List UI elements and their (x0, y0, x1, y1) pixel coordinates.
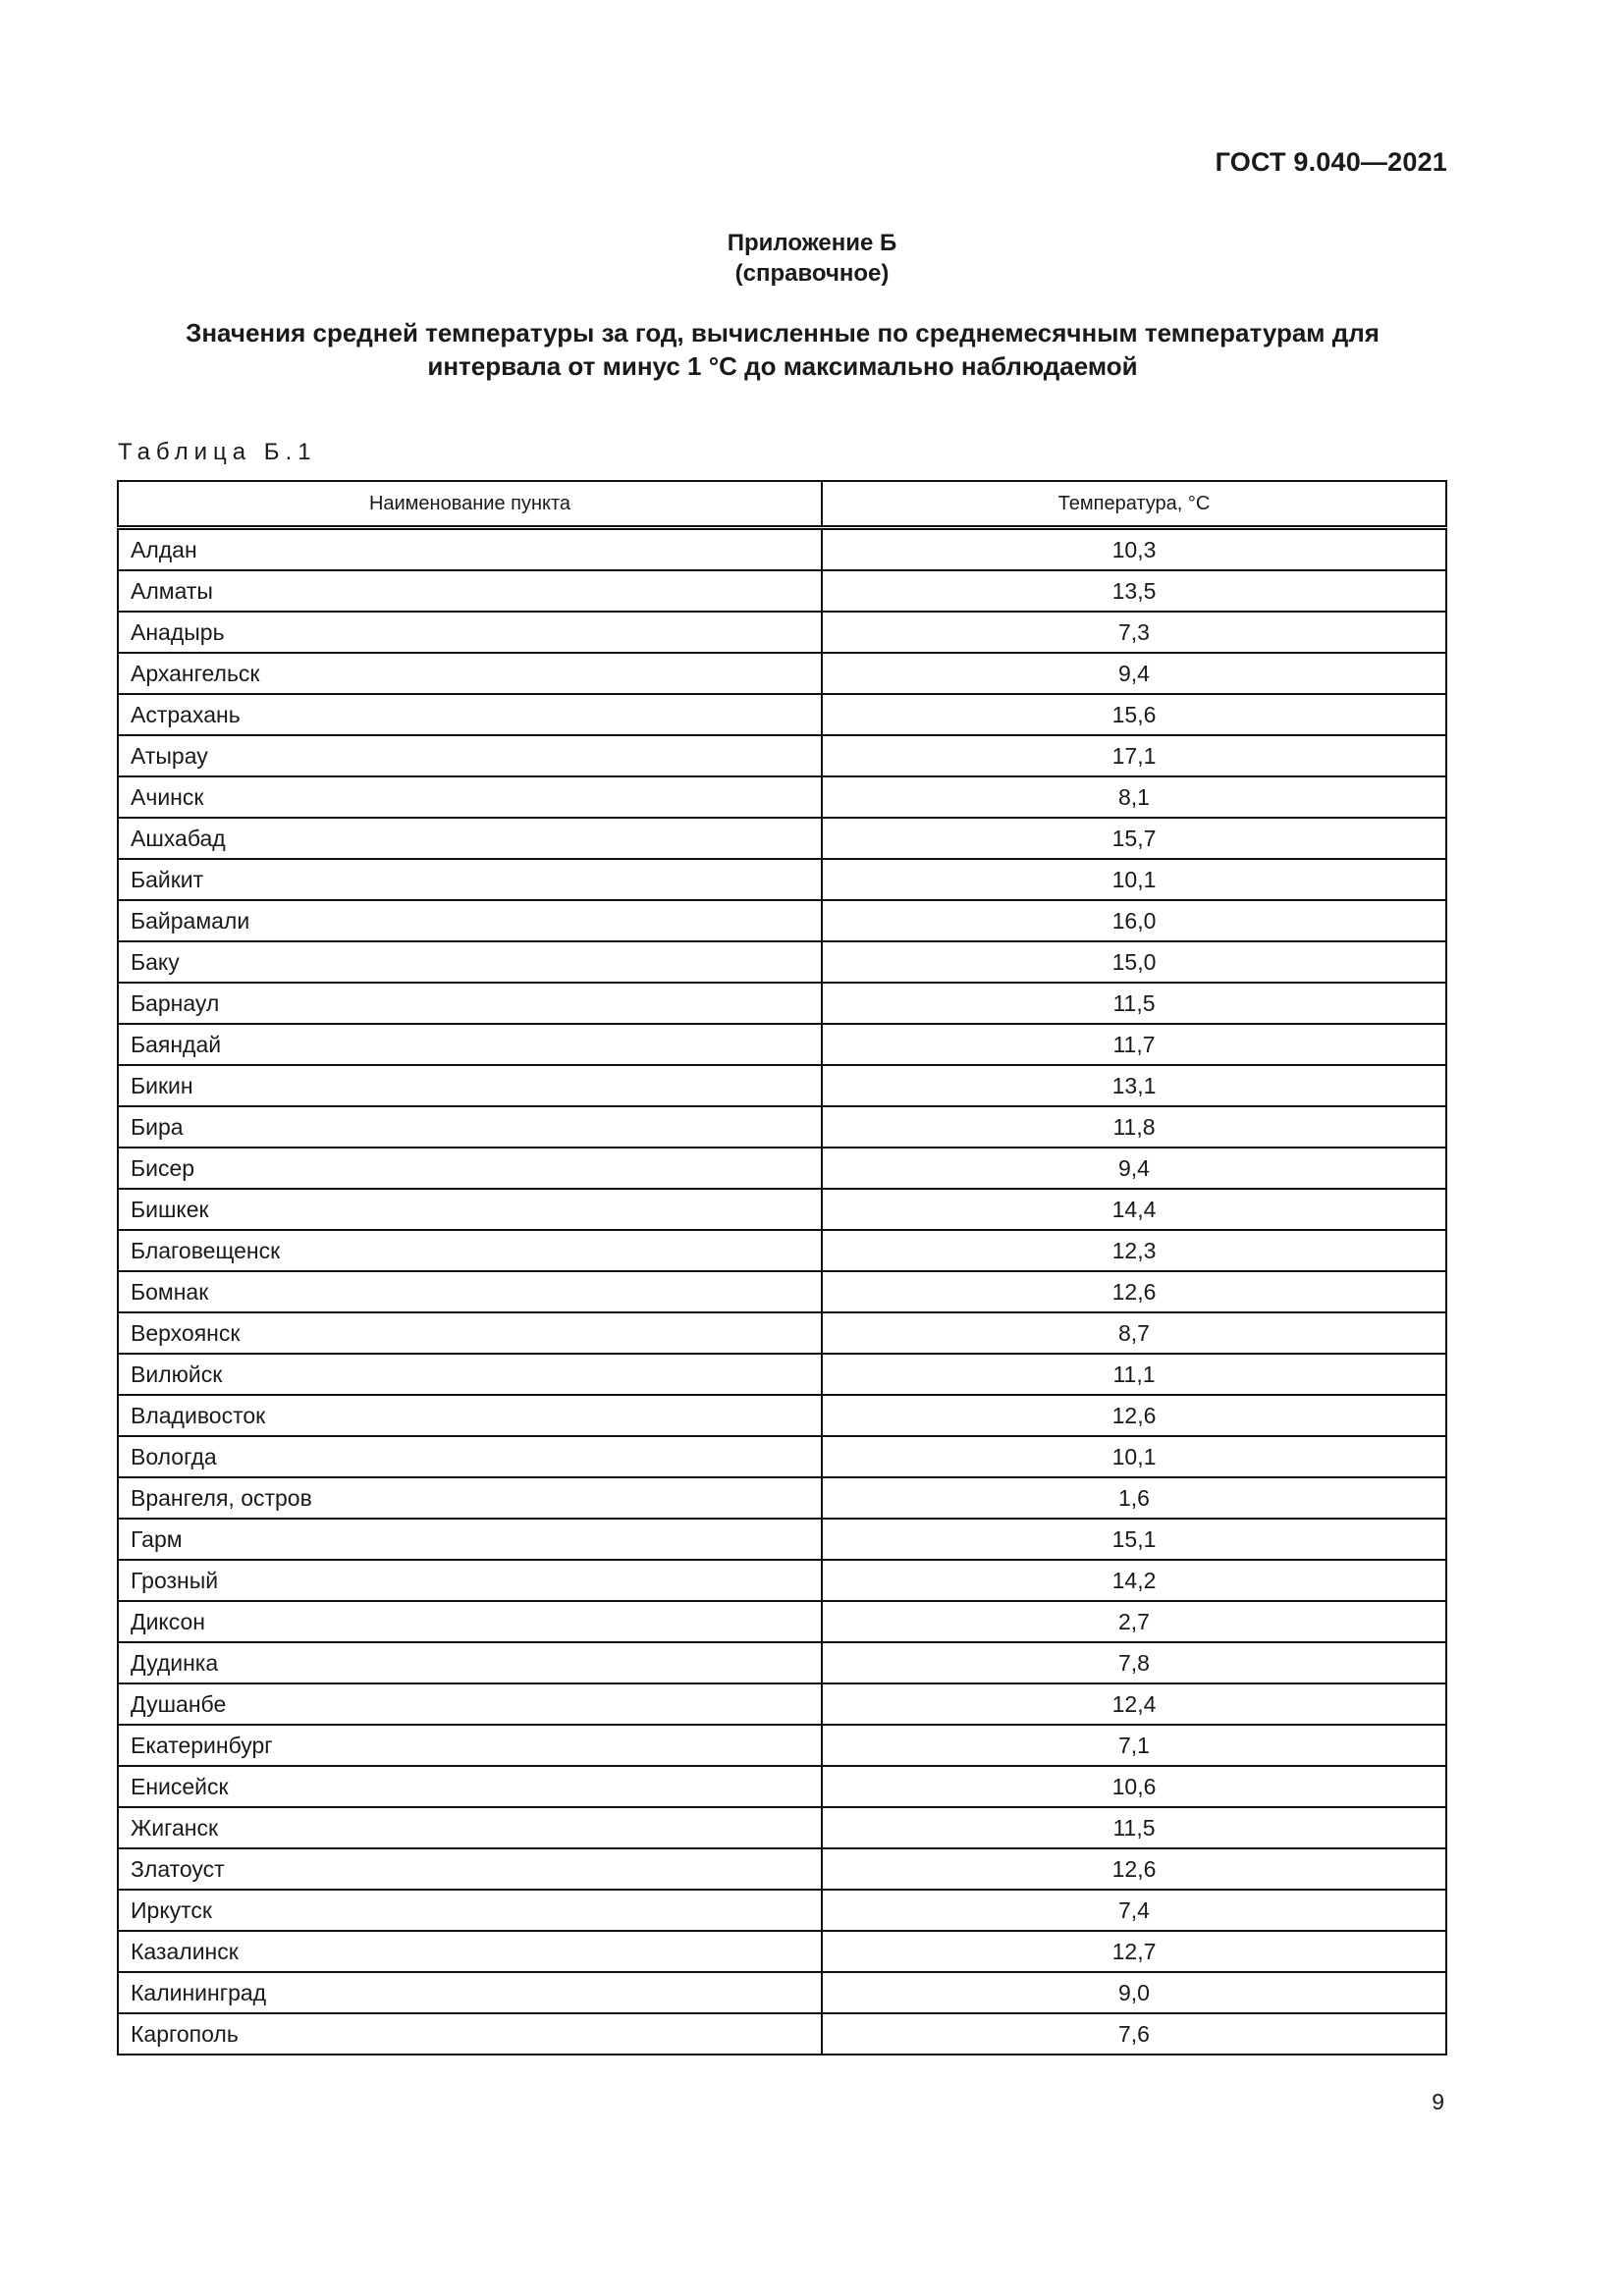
column-header-location: Наименование пункта (118, 481, 822, 528)
temperature-value-cell: 12,4 (822, 1683, 1446, 1725)
table-row (118, 735, 1446, 776)
location-name-cell: Бира (118, 1106, 822, 1148)
temperature-value-cell: 10,3 (822, 528, 1446, 571)
temperature-value-cell: 2,7 (822, 1601, 1446, 1642)
temperature-value-cell: 11,5 (822, 1807, 1446, 1848)
location-name-cell: Баяндай (118, 1024, 822, 1065)
temperature-value-cell: 11,5 (822, 983, 1446, 1024)
location-name-cell: Жиганск (118, 1807, 822, 1848)
location-name-cell: Алматы (118, 570, 822, 612)
table-row (118, 1148, 1446, 1189)
table-row (118, 1189, 1446, 1230)
table-row (118, 1230, 1446, 1271)
location-name-cell: Ачинск (118, 776, 822, 818)
location-name-cell: Бисер (118, 1148, 822, 1189)
table-row (118, 1395, 1446, 1436)
temperature-value-cell: 10,6 (822, 1766, 1446, 1807)
location-name-cell: Ашхабад (118, 818, 822, 859)
temperature-value-cell: 12,3 (822, 1230, 1446, 1271)
location-name-cell: Астрахань (118, 694, 822, 735)
temperature-value-cell: 15,7 (822, 818, 1446, 859)
appendix-title: Приложение Б (727, 230, 897, 256)
temperature-value-cell: 15,6 (822, 694, 1446, 735)
table-row (118, 1848, 1446, 1890)
table-row (118, 941, 1446, 983)
document-title (118, 316, 1447, 383)
temperature-value-cell: 14,4 (822, 1189, 1446, 1230)
temperature-value-cell: 12,7 (822, 1931, 1446, 1972)
temperature-value-cell: 13,5 (822, 570, 1446, 612)
temperature-value-cell: 15,1 (822, 1519, 1446, 1560)
table-row (118, 1807, 1446, 1848)
table-body (118, 528, 1446, 2056)
temperature-value-cell: 15,0 (822, 941, 1446, 983)
table-row (118, 1436, 1446, 1477)
temperature-value-cell: 10,1 (822, 1436, 1446, 1477)
location-name-cell: Врангеля, остров (118, 1477, 822, 1519)
location-name-cell: Гарм (118, 1519, 822, 1560)
table-row (118, 694, 1446, 735)
table-caption: Таблица Б.1 (118, 439, 317, 465)
column-header-temperature: Температура, °С (822, 481, 1446, 528)
table-row (118, 1024, 1446, 1065)
location-name-cell: Архангельск (118, 653, 822, 694)
temperature-value-cell: 8,1 (822, 776, 1446, 818)
temperature-value-cell: 12,6 (822, 1271, 1446, 1312)
location-name-cell: Атырау (118, 735, 822, 776)
temperature-value-cell: 12,6 (822, 1395, 1446, 1436)
table-row (118, 1725, 1446, 1766)
location-name-cell: Владивосток (118, 1395, 822, 1436)
temperature-table (117, 480, 1447, 2056)
table-row (118, 2013, 1446, 2055)
location-name-cell: Баку (118, 941, 822, 983)
location-name-cell: Анадырь (118, 612, 822, 653)
table-row (118, 900, 1446, 941)
table-row (118, 1271, 1446, 1312)
temperature-value-cell: 10,1 (822, 859, 1446, 900)
table-row (118, 528, 1446, 571)
temperature-value-cell: 9,0 (822, 1972, 1446, 2013)
table-row (118, 653, 1446, 694)
appendix-subtitle: (справочное) (734, 260, 890, 287)
location-name-cell: Грозный (118, 1560, 822, 1601)
temperature-value-cell: 14,2 (822, 1560, 1446, 1601)
temperature-value-cell: 8,7 (822, 1312, 1446, 1354)
location-name-cell: Иркутск (118, 1890, 822, 1931)
table-row (118, 1890, 1446, 1931)
location-name-cell: Бикин (118, 1065, 822, 1106)
location-name-cell: Душанбе (118, 1683, 822, 1725)
temperature-value-cell: 9,4 (822, 653, 1446, 694)
table-row (118, 1065, 1446, 1106)
location-name-cell: Байкит (118, 859, 822, 900)
temperature-value-cell: 11,7 (822, 1024, 1446, 1065)
table-row (118, 1106, 1446, 1148)
table-row (118, 1972, 1446, 2013)
temperature-value-cell: 7,3 (822, 612, 1446, 653)
standard-code: ГОСТ 9.040—2021 (1215, 147, 1447, 177)
location-name-cell: Вологда (118, 1436, 822, 1477)
table-row (118, 776, 1446, 818)
table-row (118, 612, 1446, 653)
location-name-cell: Бомнак (118, 1271, 822, 1312)
table-row (118, 1519, 1446, 1560)
table-row (118, 1560, 1446, 1601)
location-name-cell: Верхоянск (118, 1312, 822, 1354)
table-row (118, 1477, 1446, 1519)
table-row (118, 1683, 1446, 1725)
location-name-cell: Вилюйск (118, 1354, 822, 1395)
table-row (118, 1642, 1446, 1683)
temperature-value-cell: 16,0 (822, 900, 1446, 941)
temperature-value-cell: 1,6 (822, 1477, 1446, 1519)
temperature-value-cell: 9,4 (822, 1148, 1446, 1189)
table-row (118, 1312, 1446, 1354)
temperature-value-cell: 11,8 (822, 1106, 1446, 1148)
table-row (118, 570, 1446, 612)
temperature-value-cell: 7,1 (822, 1725, 1446, 1766)
document-title-line-1: Значения средней температуры за год, вычисленные по среднемесячным температурам для (186, 318, 1380, 347)
location-name-cell: Казалинск (118, 1931, 822, 1972)
document-title-line-2: интервала от минус 1 °С до максимально наблюдаемой (427, 351, 1138, 381)
location-name-cell: Байрамали (118, 900, 822, 941)
table-row (118, 818, 1446, 859)
location-name-cell: Бишкек (118, 1189, 822, 1230)
table-row (118, 1601, 1446, 1642)
page-number: 9 (1432, 2089, 1444, 2114)
appendix-heading (0, 228, 1624, 289)
temperature-value-cell: 11,1 (822, 1354, 1446, 1395)
temperature-value-cell: 7,6 (822, 2013, 1446, 2055)
location-name-cell: Екатеринбург (118, 1725, 822, 1766)
table-row (118, 859, 1446, 900)
temperature-value-cell: 7,4 (822, 1890, 1446, 1931)
location-name-cell: Златоуст (118, 1848, 822, 1890)
temperature-value-cell: 12,6 (822, 1848, 1446, 1890)
table-row (118, 1354, 1446, 1395)
temperature-value-cell: 13,1 (822, 1065, 1446, 1106)
table-row (118, 1766, 1446, 1807)
table-header-row (118, 481, 1446, 528)
temperature-value-cell: 7,8 (822, 1642, 1446, 1683)
table-row (118, 983, 1446, 1024)
location-name-cell: Дудинка (118, 1642, 822, 1683)
location-name-cell: Алдан (118, 528, 822, 571)
location-name-cell: Калининград (118, 1972, 822, 2013)
location-name-cell: Диксон (118, 1601, 822, 1642)
table-row (118, 1931, 1446, 1972)
location-name-cell: Енисейск (118, 1766, 822, 1807)
location-name-cell: Благовещенск (118, 1230, 822, 1271)
temperature-value-cell: 17,1 (822, 735, 1446, 776)
location-name-cell: Барнаул (118, 983, 822, 1024)
location-name-cell: Каргополь (118, 2013, 822, 2055)
